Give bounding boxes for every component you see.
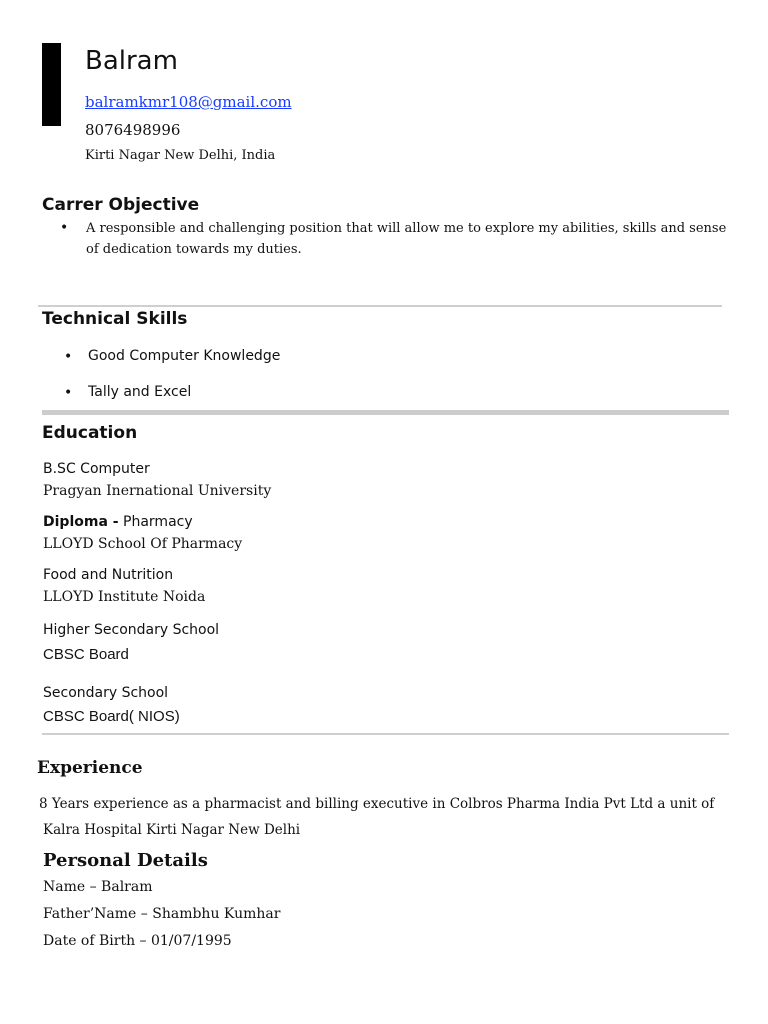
bullet-icon: • (64, 385, 73, 401)
degree-title: Secondary School (43, 685, 169, 701)
personal-heading: Personal Details (43, 850, 208, 871)
degree-title-bold: Diploma - (43, 514, 119, 530)
skills-heading: Technical Skills (42, 309, 188, 329)
personal-father-name: Father’Name – Shambhu Kumhar (43, 906, 281, 922)
section-divider (42, 733, 729, 735)
experience-text-line1: 8 Years experience as a pharmacist and billing executive in Colbros Pharma India Pvt Ltd a unit of (39, 796, 715, 812)
bullet-icon: • (60, 220, 69, 236)
skill-item: Good Computer Knowledge (88, 348, 281, 364)
degree-title (43, 514, 193, 530)
phone-number: 8076498996 (85, 121, 181, 139)
degree-title: Higher Secondary School (43, 622, 220, 638)
education-heading: Education (42, 423, 138, 443)
institution-name: LLOYD Institute Noida (43, 589, 206, 605)
degree-title: B.SC Computer (43, 461, 150, 477)
header-accent-bar (42, 43, 61, 126)
institution-name: CBSC Board( NIOS) (43, 708, 180, 725)
institution-name: CBSC Board (43, 646, 129, 663)
experience-text-line2: Kalra Hospital Kirti Nagar New Delhi (43, 822, 301, 838)
personal-name: Name – Balram (43, 879, 153, 895)
section-divider (42, 410, 729, 415)
bullet-icon: • (64, 349, 73, 365)
section-divider (38, 305, 722, 307)
institution-name: LLOYD School Of Pharmacy (43, 536, 243, 552)
skill-item: Tally and Excel (88, 384, 192, 400)
degree-title: Food and Nutrition (43, 567, 174, 583)
degree-title-rest: Pharmacy (118, 514, 193, 530)
candidate-name: Balram (85, 46, 178, 76)
email-link[interactable]: balramkmr108@gmail.com (85, 93, 292, 111)
objective-heading: Carrer Objective (42, 195, 200, 215)
address: Kirti Nagar New Delhi, India (85, 148, 276, 163)
institution-name: Pragyan Inernational University (43, 483, 272, 499)
experience-heading: Experience (37, 758, 143, 778)
personal-dob: Date of Birth – 01/07/1995 (43, 933, 232, 949)
objective-text: A responsible and challenging position that will allow me to explore my abilities, skills and sense of dedication towards my duties. (86, 221, 727, 257)
